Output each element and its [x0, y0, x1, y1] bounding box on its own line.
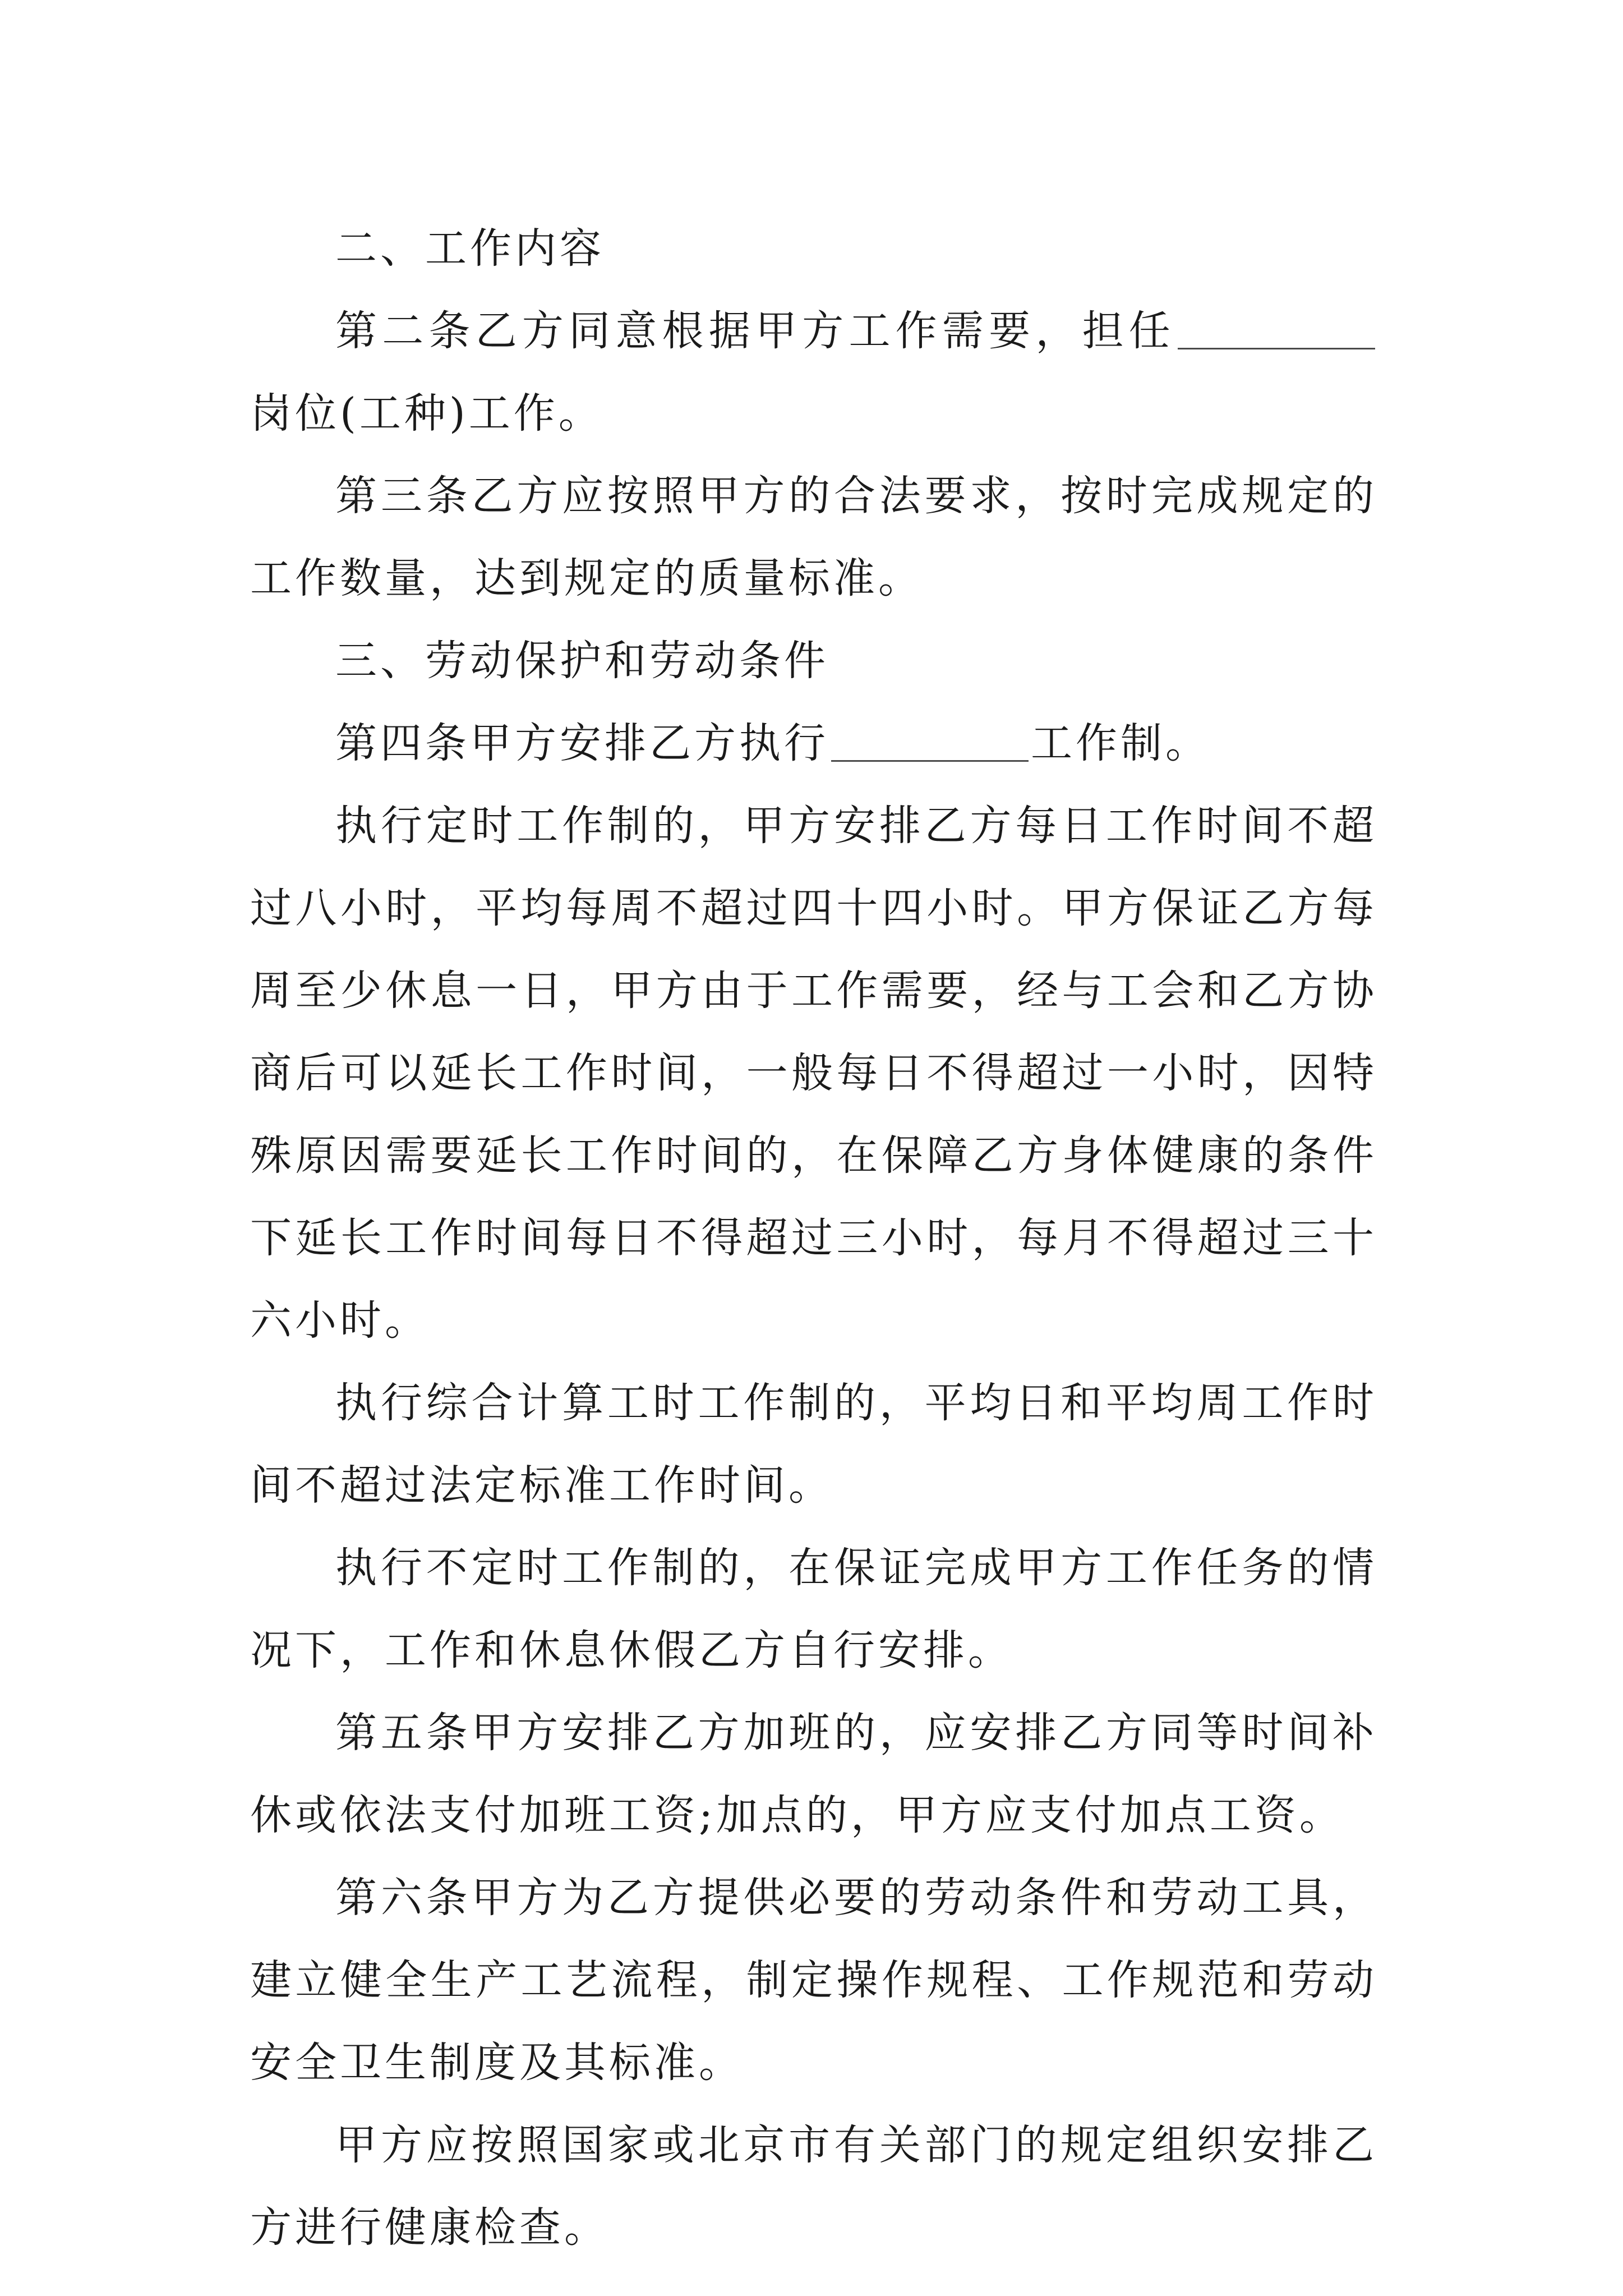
- article-4-text-after: 工作制。: [1031, 719, 1210, 767]
- comprehensive-hours-paragraph: 执行综合计算工时工作制的，平均日和平均周工作时间不超过法定标准工作时间。: [250, 1379, 1377, 1510]
- article-4-text-before: 第四条甲方安排乙方执行: [335, 719, 829, 767]
- work-system-blank-field[interactable]: [831, 719, 1029, 762]
- article-4-paragraph: [250, 702, 1377, 785]
- position-blank-field[interactable]: [1178, 306, 1375, 349]
- flexible-hours-paragraph: 执行不定时工作制的，在保证完成甲方工作任务的情况下，工作和休息休假乙方自行安排。: [250, 1544, 1377, 1674]
- article-2-paragraph: [250, 290, 1377, 455]
- article-2-text-before: 第二条乙方同意根据甲方工作需要，担任: [335, 307, 1175, 355]
- article-3-paragraph: 第三条乙方应按照甲方的合法要求，按时完成规定的工作数量，达到规定的质量标准。: [250, 472, 1377, 602]
- section-heading-labor-protection: 三、劳动保护和劳动条件: [335, 637, 829, 685]
- article-2-text-after: 岗位(工种)工作。: [250, 389, 603, 438]
- article-5-paragraph: 第五条甲方安排乙方加班的，应安排乙方同等时间补休或依法支付加班工资;加点的，甲方应支付加点工资。: [250, 1709, 1377, 1839]
- article-6-paragraph: 第六条甲方为乙方提供必要的劳动条件和劳动工具，建立健全生产工艺流程，制定操作规程、工作规范和劳动安全卫生制度及其标准。: [250, 1874, 1377, 2087]
- document-body: [250, 208, 1377, 2269]
- fixed-hours-paragraph: 执行定时工作制的，甲方安排乙方每日工作时间不超过八小时，平均每周不超过四十四小时。甲方保证乙方每周至少休息一日，甲方由于工作需要，经与工会和乙方协商后可以延长工作时间，一般每日不得超过一小时，因特殊原因需要延长工作时间的，在保障乙方身体健康的条件下延长工作时间每日不得超过三小时，每月不得超过三十六小时。: [250, 802, 1377, 1345]
- health-check-paragraph: 甲方应按照国家或北京市有关部门的规定组织安排乙方进行健康检查。: [250, 2121, 1377, 2252]
- section-heading-work-content: 二、工作内容: [335, 224, 605, 273]
